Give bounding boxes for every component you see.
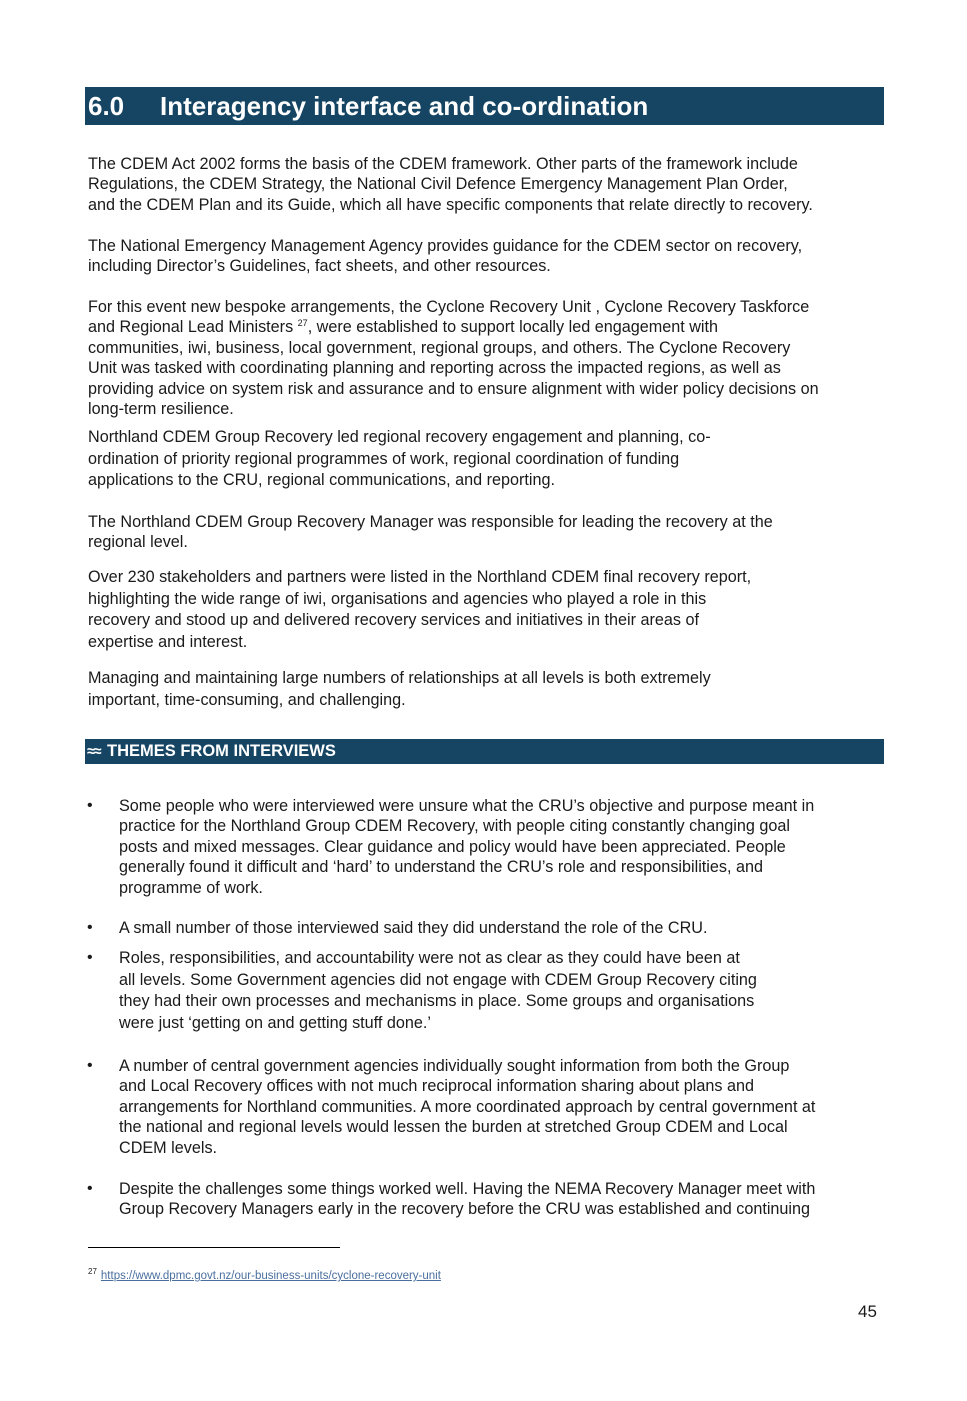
bullet-icon: • bbox=[87, 1057, 93, 1074]
section-number: 6.0 bbox=[88, 91, 125, 121]
bullet-roles-responsibilities: Roles, responsibilities, and accountability were not as clear as they could have been at all levels. Some Government agencies did not engage with CDEM Group Recovery citing they had their own processes and mechanisms in place. Some groups and organisations were just ‘getting on and getting stuff done.’ bbox=[119, 949, 757, 1032]
bullet-icon: • bbox=[87, 949, 93, 966]
footnote-reference[interactable]: 27 bbox=[297, 318, 308, 329]
paragraph-recovery-manager: The Northland CDEM Group Recovery Manager was responsible for leading the recovery at the regional level. bbox=[88, 513, 773, 552]
footnote-link[interactable]: https://www.dpmc.govt.nz/our-business-units/cyclone-recovery-unit bbox=[100, 1270, 441, 1282]
paragraph-stakeholders: Over 230 stakeholders and partners were listed in the Northland CDEM final recovery report, highlighting the wide range of iwi, organisations and agencies who played a role in this recovery and stood up and delivered recovery services and initiatives in their areas of expertise and interest. bbox=[88, 568, 752, 651]
bullet-icon: • bbox=[87, 919, 93, 936]
bullet-things-worked-well: Despite the challenges some things worked well. Having the NEMA Recovery Manager meet with Group Recovery Managers early in the recovery before the CRU was established and continuing bbox=[119, 1180, 816, 1219]
bullet-understood-cru: A small number of those interviewed said they did understand the role of the CRU. bbox=[119, 919, 708, 937]
page-number: 45 bbox=[858, 1302, 877, 1321]
paragraph-cdem-framework: The CDEM Act 2002 forms the basis of the CDEM framework. Other parts of the framework include Regulations, the CDEM Strategy, the National Civil Defence Emergency Management Plan Order, and the CDEM Plan and its Guide, which all have specific components that relate directly to recovery. bbox=[88, 155, 813, 214]
wave-icon: ≈≈ bbox=[87, 743, 100, 760]
section-heading bbox=[85, 87, 884, 125]
bullet-icon: • bbox=[87, 797, 93, 814]
bullet-cru-objective: Some people who were interviewed were unsure what the CRU’s objective and purpose meant in practice for the Northland Group CDEM Recovery, with people citing constantly changing goal posts and mixed messages. Clear guidance and policy would have been appreciated. People generally found it difficult and ‘hard’ to understand the CRU’s role and responsibilities, and programme of work. bbox=[119, 797, 815, 897]
themes-title: THEMES FROM INTERVIEWS bbox=[107, 742, 336, 760]
paragraph-group-recovery: Northland CDEM Group Recovery led regional recovery engagement and planning, co- ordination of priority regional programmes of work, regional coordination of funding applications to the CRU, regional communications, and reporting. bbox=[88, 428, 711, 489]
paragraph-bespoke-arrangements: For this event new bespoke arrangements, the Cyclone Recovery Unit , Cyclone Recovery Taskforce and Regional Lead Ministers $^{27}$, were established to support locally led engagement with communities, iwi, business, local government, regional groups, and others. The Cyclone Recovery Unit was tasked with coordinating planning and reporting across the impacted regions, as well as providing advice on system risk and assurance and to ensure alignment with wider policy decisions on long-term resilience. bbox=[88, 298, 819, 419]
paragraph-relationships: Managing and maintaining large numbers of relationships at all levels is both extremely important, time-consuming, and challenging. bbox=[88, 669, 711, 709]
bullet-icon: • bbox=[87, 1180, 93, 1197]
footnote-number: 27 bbox=[88, 1267, 97, 1276]
section-title: Interagency interface and co-ordination bbox=[160, 91, 649, 121]
bullet-central-government: A number of central government agencies individually sought information from both the Group and Local Recovery offices with not much reciprocal information sharing about plans and arrangements for Northland communities. A more coordinated approach by central government at the national and regional levels would lessen the burden at stretched Group CDEM and Local CDEM levels. bbox=[119, 1057, 816, 1157]
footnote-divider bbox=[88, 1247, 340, 1248]
themes-heading bbox=[85, 739, 884, 764]
paragraph-nema-guidance: The National Emergency Management Agency provides guidance for the CDEM sector on recovery, including Director’s Guidelines, fact sheets, and other resources. bbox=[88, 237, 803, 276]
footnote bbox=[88, 1264, 441, 1284]
